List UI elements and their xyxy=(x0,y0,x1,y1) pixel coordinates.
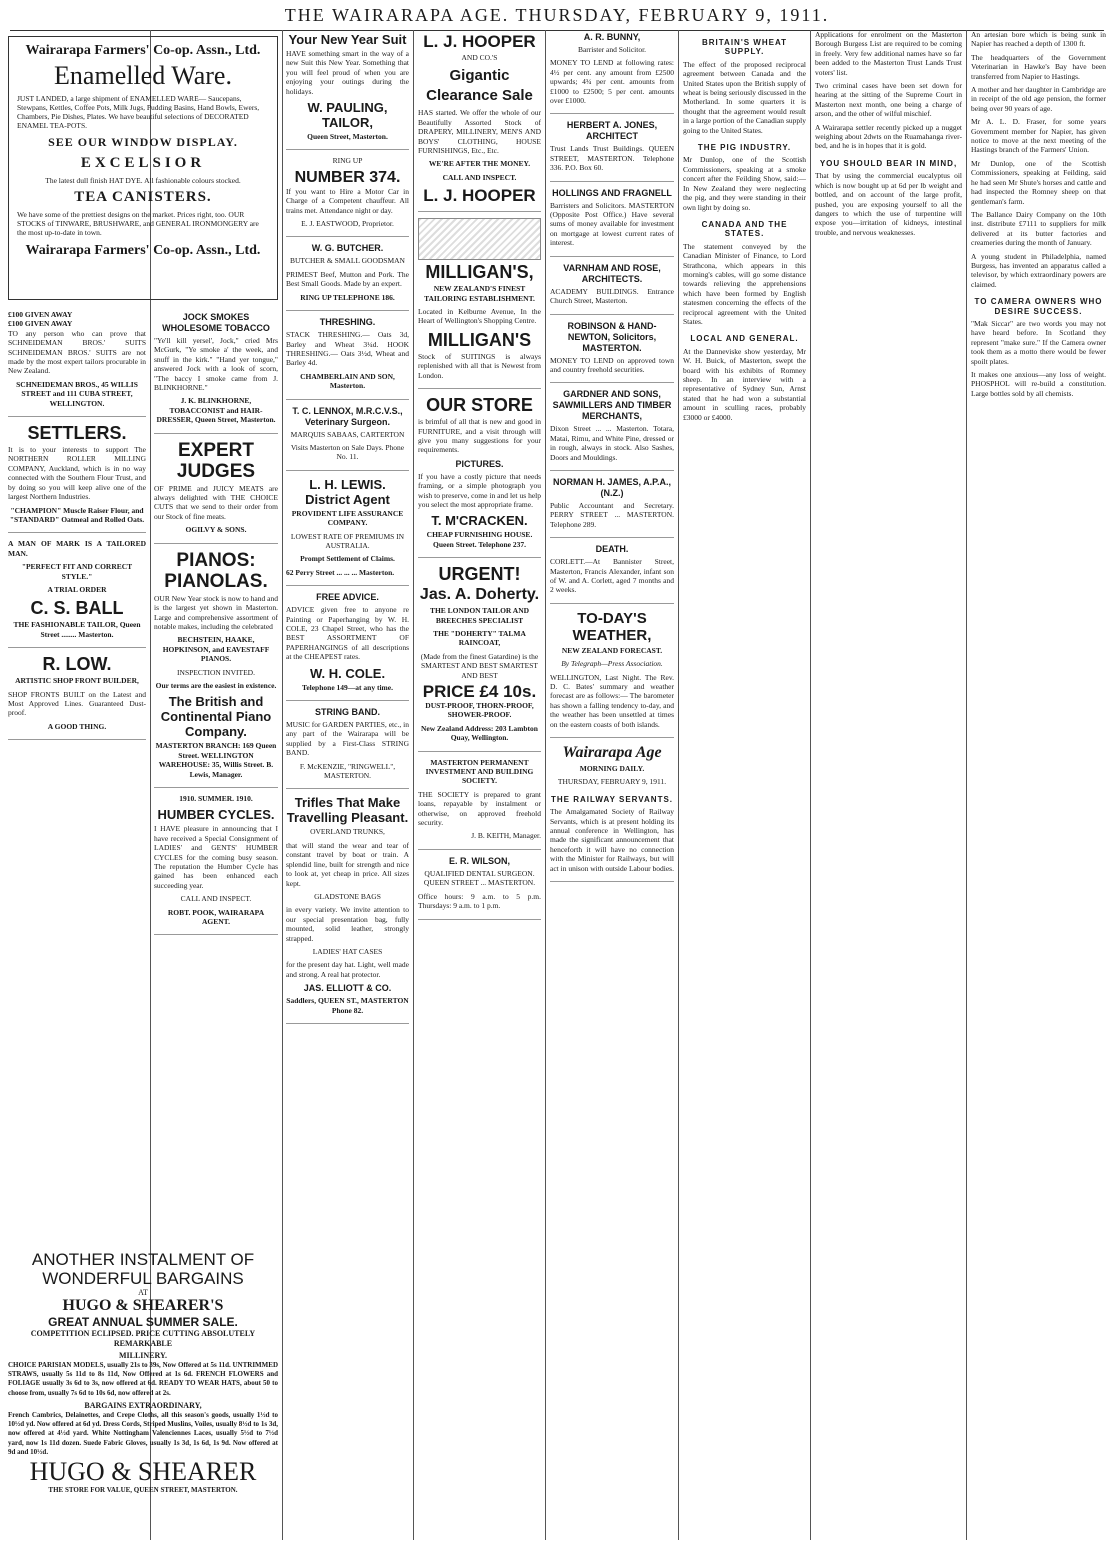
r-low-heading: R. LOW. xyxy=(42,654,112,675)
settlers-ad xyxy=(8,423,146,533)
new-year-text: HAVE something smart in the way of a new Suit this New Year. Something that you will feel proud of when you are enjoying your outings during the holidays. xyxy=(286,49,409,96)
r-low-sub: ARTISTIC SHOP FRONT BUILDER, xyxy=(15,676,139,686)
call-inspect: CALL AND INSPECT. xyxy=(442,172,517,182)
new-year-heading: Your New Year Suit xyxy=(288,32,407,47)
bargains-heading: BARGAINS EXTRAORDINARY, xyxy=(84,1401,202,1411)
settlers-text: It is to your interests to support The NORTHERN ROLLER MILLING COMPANY, Auckland, which is in no way connected with the Southern Flour Trust, and by doing so you will keep alive one of the largest Northern Industries. xyxy=(8,445,146,502)
wilson-sub: QUALIFIED DENTAL SURGEON. QUEEN STREET ... MASTERTON. xyxy=(423,868,536,888)
string-band-ad xyxy=(286,707,409,789)
james-text: Public Accountant and Secretary. PERRY STREET ... MASTERTON. Telephone 289. xyxy=(550,500,674,529)
instalment-heading: ANOTHER INSTALMENT OF WONDERFUL BARGAINS xyxy=(31,1250,255,1288)
mckenzie-name: F. McKENZIE, "RINGWELL", MASTERTON. xyxy=(299,761,396,781)
doherty-ad xyxy=(418,564,541,751)
telegraph-line: By Telegraph—Press Association. xyxy=(561,659,663,669)
canada-text: The statement conveyed by the Canadian Minister of Finance, to Lord Strathcona, which appears in this morning's cables, will go some distance towards relieving the apprehensions which have been formed by English statesmen concerning the effects of the reciprocal agreement with the United States. xyxy=(683,241,806,326)
news-paragraph: A Wairarapa settler recently picked up a nugget weighing about 2dwts on the Ruamahanga river-bed, and he is in hopes that it is gold. xyxy=(815,122,962,151)
expert-judges-heading: EXPERT JUDGES xyxy=(176,439,256,482)
pig-text: Mr Dunlop, one of the Scottish Commissioners, speaking at a smoke concert after the Feilding Show, said:— In New Zealand they were neglecting the pig, and they were standing in their own light by doing so. xyxy=(683,155,806,212)
robinson-text: MONEY TO LEND on approved town and country freehold securities. xyxy=(550,355,674,374)
schneideman-name: SCHNEIDEMAN BROS., 45 WILLIS STREET and 111 CUBA STREET, WELLINGTON. xyxy=(16,379,138,408)
jock-heading: JOCK SMOKES WHOLESOME TOBACCO xyxy=(162,312,270,333)
camera-text: "Mak Siccar" are two words you may not have heard before. In Scotland they represent "make sure." If the Camera owner took them as a motto there would be fewer spoilt plates. xyxy=(971,318,1106,366)
masthead: THE WAIRARAPA AGE. THURSDAY, FEBRUARY 9, 1911. xyxy=(284,5,830,25)
free-advice-heading: FREE ADVICE. xyxy=(316,592,379,603)
butcher-name: W. G. BUTCHER. xyxy=(311,243,384,254)
lewis-ad xyxy=(286,477,409,586)
elliott-name: JAS. ELLIOTT & CO. xyxy=(303,983,392,994)
hugo-shearer-ad xyxy=(8,1250,278,1540)
pauling-name: W. PAULING, TAILOR, xyxy=(307,100,388,131)
dustproof-text: DUST-PROOF, THORN-PROOF, SHOWER-PROOF. xyxy=(425,701,534,720)
pianos-ad xyxy=(154,550,278,788)
jock-ad xyxy=(154,312,278,434)
column-divider xyxy=(966,30,967,1540)
butcher-text: PRIMEST Beef, Mutton and Pork. The Best Small Goods. Made by an expert. xyxy=(286,269,409,289)
number-heading: NUMBER 374. xyxy=(294,168,401,186)
settlers-heading: SETTLERS. xyxy=(27,423,127,444)
cole-name: W. H. COLE. xyxy=(309,665,386,681)
our-store-heading: OUR STORE xyxy=(426,395,533,416)
canisters-heading: TEA CANISTERS. xyxy=(74,189,212,205)
news-paragraph: A mother and her daughter in Cambridge are in receipt of the old age pension, the former being over 90 years of age. xyxy=(971,85,1106,113)
trifles-heading: Trifles That Make Travelling Pleasant. xyxy=(286,795,409,826)
column-8 xyxy=(971,30,1106,1540)
gardner-ad xyxy=(550,389,674,471)
hugo-shearer-big: HUGO & SHEARER xyxy=(29,1456,257,1486)
news-paragraph: Mr Dunlop, one of the Scottish Commissioners, speaking at Feilding, said he had seen Mr Shute's horses and cattle and had inspected the Romney sheep on that gentleman's farm. xyxy=(971,158,1106,206)
summer-years: 1910. SUMMER. 1910. xyxy=(179,793,253,803)
pook-name: ROBT. POOK, WAIRARAPA AGENT. xyxy=(167,907,265,927)
varnham-name: VARNHAM AND ROSE, ARCHITECTS. xyxy=(563,262,661,284)
farmers-name: Wairarapa Farmers' Co-op. Assn., Ltd. xyxy=(25,43,261,58)
chamberlain-name: CHAMBERLAIN AND SON, Masterton. xyxy=(300,371,395,391)
phosphol-text: It makes one anxious—any loss of weight. PHOSPHOL will re-build a constitution. Large bottles sold by all chemists. xyxy=(971,370,1106,398)
gladstone-text: in every variety. We invite attention to our special presentation bag, fully mounted, solid leather, strongly strapped. xyxy=(286,905,409,943)
bunny-sub: Barrister and Solicitor. xyxy=(577,45,647,54)
our-store-text: is brimful of all that is new and good in FURNITURE, and a visit through will give you many suggestions for your requirements. xyxy=(418,417,541,455)
hollings-ad xyxy=(550,188,674,257)
claims-text: Prompt Settlement of Claims. xyxy=(300,554,395,564)
bear-in-mind-text: That by using the commercial eucalyptus oil which is now bought up at 6d per lb weight and bottled, and on account of the large profit, pushed, you are exposing yourself to all the dangers to which the use of turpentine will expose you—irritation of kidneys, intestinal trouble, and nervous weaknesses. xyxy=(815,171,962,237)
eclipsed-text: COMPETITION ECLIPSED. PRICE CUTTING ABSOLUTELY REMARKABLE xyxy=(30,1329,256,1348)
canada-heading: CANADA AND THE STATES. xyxy=(701,219,788,239)
after-money: WE'RE AFTER THE MONEY. xyxy=(428,159,531,169)
weather-section xyxy=(550,610,674,738)
humber-text: I HAVE pleasure in announcing that I have received a Special Consignment of LADIES' and GENTS' HUMBER CYCLES for the coming busy season. The reputation the Humber Cycle has gained has been enhanced each succeeding year. xyxy=(154,824,278,890)
bear-in-mind-heading: YOU SHOULD BEAR IN MIND, xyxy=(819,158,958,168)
news-paragraph: A young student in Philadelphia, named Burgess, has invented an apparatus called a televisor, by which extraordinary powers are claimed. xyxy=(971,251,1106,289)
death-text: CORLETT.—At Bannister Street, Masterton, Francis Alexander, infant son of W. and A. Corlett, aged 7 months and 2 weeks. xyxy=(550,557,674,595)
robinson-name: ROBINSON & HAND-NEWTON, Solicitors, MASTERTON. xyxy=(567,320,657,353)
news-paragraph: Mr A. L. D. Fraser, for some years Government member for Napier, has given notice to move at the next meeting of the Hastings branch of the Farmers' Union. xyxy=(971,117,1106,155)
eastwood-name: E. J. EASTWOOD, Proprietor. xyxy=(301,219,394,229)
humber-ad xyxy=(154,794,278,935)
lennox-ad xyxy=(286,406,409,471)
column-divider xyxy=(545,30,546,1540)
number-text: If you want to Hire a Motor Car in Charge of a Competent chauffeur. All trains met. Attendance night or day. xyxy=(286,186,409,215)
doherty-sub: THE LONDON TAILOR AND BREECHES SPECIALIST xyxy=(429,606,530,625)
column-divider xyxy=(282,30,283,1540)
man-of-mark: A MAN OF MARK IS A TAILORED MAN. xyxy=(8,539,146,558)
threshing-heading: THRESHING. xyxy=(319,317,376,328)
lewis-name: L. H. LEWIS. District Agent xyxy=(305,476,390,507)
schneideman-ad xyxy=(8,310,146,417)
farmers-name-footer: Wairarapa Farmers' Co-op. Assn., Ltd. xyxy=(25,243,261,258)
terms-text: Our terms are the easiest in existence. xyxy=(155,680,277,690)
hooper-heading: L. J. HOOPER xyxy=(423,32,536,51)
gardner-text: Dixon Street ... ... Masterton. Totara, Matai, Rimu, and White Pine, dressed or in rough, always in stock. Also Sashes, Doors and Mouldings. xyxy=(550,424,674,462)
elliott-sub: Saddlers, QUEEN ST., MASTERTON Phone 82. xyxy=(286,996,409,1015)
jones-ad xyxy=(550,120,674,181)
james-ad xyxy=(550,477,674,538)
schneideman-text: TO any person who can prove that SCHNEIDEMAN BROS.' SUITS SCHNEIDEMAN BROS.' SUITS are not made by the most expert tailors procurable in New Zealand. xyxy=(8,328,146,376)
raincoat-heading: THE "DOHERTY" TALMA RAINCOAT, xyxy=(433,628,526,648)
editorial-section xyxy=(550,744,674,882)
pianos-heading: PIANOS: PIANOLAS. xyxy=(164,549,268,592)
lennox-text: Visits Masterton on Sale Days. Phone No. 11. xyxy=(290,442,405,462)
nz-forecast: NEW ZEALAND FORECAST. xyxy=(561,645,663,655)
r-low-text: SHOP FRONTS BUILT on the Latest and Most Approved Lines. Guaranteed Dust-proof. xyxy=(8,689,146,718)
band-text: MUSIC for GARDEN PARTIES, etc., in any part of the Wairarapa will be supplied by a First-Class STRING BAND. xyxy=(286,720,409,758)
given-away-line: £100 GIVEN AWAY xyxy=(8,319,73,329)
expert-judges-text: OF PRIME and JUICY MEATS are always delighted with THE CHOICE CUTS that we send to their order from our Stock of fine meats. xyxy=(154,483,278,521)
bargains-text: French Cambrics, Delainettes, and Crepe Cloths, all this season's goods, usually 1½d to 10½d yd. Now offered at 6d yd. Dress Cords, Striped Muslins, Voiles, usually 8½d to 1s 3d, now offered at 4½d yard. White Nottingham Valenciennes Laces, usually 5½d to 7½d yard, now 1s 11d dozen. Suede Fabric Gloves, usually 1s 3d, 1s 6d, 1s 9d. Now offered at 9d and 10½d. xyxy=(8,1410,278,1457)
morning-daily: MORNING DAILY. xyxy=(579,764,645,774)
gladstone-heading: GLADSTONE BAGS xyxy=(314,891,381,901)
farmers-ad-column xyxy=(8,36,278,306)
pig-heading: THE PIG INDUSTRY. xyxy=(697,143,792,153)
jones-text: Trust Lands Trust Buildings. QUEEN STREET, MASTERTON. Telephone 336. P.O. Box 60. xyxy=(550,144,674,173)
ring-up-ad xyxy=(286,156,409,237)
mpi-ad xyxy=(418,758,541,850)
pictures-heading: PICTURES. xyxy=(455,458,504,469)
ladies-hat-heading: LADIES' HAT CASES xyxy=(312,946,383,956)
butcher-ad xyxy=(286,243,409,311)
news-paragraph: An artesian bore which is being sunk in Napier has reached a depth of 1300 ft. xyxy=(971,30,1106,49)
milligans-heading-2: MILLIGAN'S xyxy=(427,329,532,350)
camera-heading: TO CAMERA OWNERS WHO DESIRE SUCCESS. xyxy=(974,297,1103,316)
canisters-text: We have some of the prettiest designs on the market. Prices right, too. OUR STOCKS of TINWARE, BRUSHWARE, and GENERAL IRONMONGERY are the most up-to-date in town. xyxy=(17,210,259,237)
milligans-heading: MILLIGAN'S, xyxy=(425,262,534,283)
varnham-text: ACADEMY BUILDINGS. Entrance Church Street, Masterton. xyxy=(550,286,674,306)
cole-text: ADVICE given free to anyone re Painting or Paperhanging by W. H. COLE, 23 Chapel Street, who has the BEST ASSORTMENT OF PAPERHANGINGS of all descriptions at the CHEAPEST rates. xyxy=(286,605,409,662)
lennox-name: T. C. LENNOX, M.R.C.V.S., Veterinary Surgeon. xyxy=(292,405,403,427)
trunks-text: that will stand the wear and tear of constant travel by boat or train. A splendid line, built for strength and nice to look at, yet cheap in price. All sizes kept. xyxy=(286,840,409,888)
humber-heading: HUMBER CYCLES. xyxy=(157,807,275,823)
hollings-text: Barristers and Solicitors. MASTERTON (Opposite Post Office.) Have several sums of money available for investment on mortgage at lowest current rates of interest. xyxy=(550,200,674,248)
cole-phone: Telephone 149—at any time. xyxy=(302,682,393,692)
trial-order: A TRIAL ORDER xyxy=(47,584,107,594)
elliott-ad xyxy=(286,795,409,1024)
varnham-ad xyxy=(550,263,674,315)
ladies-hat-text: for the present day hat. Light, well made and strong. A real hat protector. xyxy=(286,960,409,979)
new-year-suit-ad xyxy=(286,32,409,150)
piano-makers: BECHSTEIN, HAAKE, HOPKINSON, and EAVESTAFF PIANOS. xyxy=(162,635,270,664)
james-name: NORMAN H. JAMES, A.P.A., (N.Z.) xyxy=(552,476,671,498)
window-display: SEE OUR WINDOW DISPLAY. xyxy=(48,135,238,149)
butcher-sub: BUTCHER & SMALL GOODSMAN xyxy=(290,256,405,266)
wilson-name: E. R. WILSON, xyxy=(448,855,510,866)
r-low-ad xyxy=(8,654,146,740)
farmers-advertisement xyxy=(8,36,278,300)
lennox-sub: MARQUIS SABAAS, CARTERTON xyxy=(290,429,405,439)
hat-dye-text: The latest dull finish HAT DYE. All fashionable colours stocked. xyxy=(45,176,241,185)
railway-heading: THE RAILWAY SERVANTS. xyxy=(550,794,674,804)
mccracken-sub: CHEAP FURNISHING HOUSE. Queen Street. Telephone 237. xyxy=(426,530,533,549)
good-thing: A GOOD THING. xyxy=(47,721,107,731)
jock-text: "Ye'll kill yersel', Jock," cried Mrs McGurk, "Ye smoke a' the week, and snuff in the kirk." "Hand yer tongue," answered Jock with a look of scorn, "The baccy I smoke came from J. BLINKHORNE." xyxy=(154,336,278,393)
editorial-date: THURSDAY, FEBRUARY 9, 1911. xyxy=(557,777,667,787)
cs-ball-heading: C. S. BALL xyxy=(30,598,124,619)
millinery-heading: MILLINERY. xyxy=(118,1351,168,1361)
perfect-fit: "PERFECT FIT AND CORRECT STYLE." xyxy=(21,562,133,581)
mpi-text: THE SOCIETY is prepared to grant loans, repayable by instalment or otherwise, on approved freehold security. xyxy=(418,789,541,828)
milligans-text: Located in Kelburne Avenue, In the Heart of Wellington's Shopping Centre. xyxy=(418,307,541,326)
column-6 xyxy=(683,30,806,1540)
inspection-text: INSPECTION INVITED. xyxy=(177,667,255,677)
gardner-name: GARDNER AND SONS, SAWMILLERS AND TIMBER MERCHANTS, xyxy=(552,389,672,422)
raincoat-text: (Made from the finest Gatardine) is the SMARTEST AND BEST SMARTEST AND BEST xyxy=(420,651,539,680)
given-away-line: £100 GIVEN AWAY xyxy=(8,310,73,319)
column-2 xyxy=(154,310,278,1245)
pauling-sub: Queen Street, Masterton. xyxy=(307,132,388,142)
weather-heading: TO-DAY'S WEATHER, xyxy=(572,609,652,644)
champion-text: "CHAMPION" Muscle Raiser Flour, and "STANDARD" Oatmeal and Rolled Oats. xyxy=(9,505,145,524)
threshing-text: STACK THRESHING.— Oats 3d, Barley and Wheat 3¼d. HOOK THRESHING.— Oats 3½d, Wheat and Barley 4d. xyxy=(286,330,409,368)
perry-address: 62 Perry Street ... ... ... Masterton. xyxy=(286,567,395,577)
news-paragraph: Two criminal cases have been set down for hearing at the sitting of the Supreme Court in Masterton next month, one being a charge of arson, and the other of wilful mischief. xyxy=(815,81,962,119)
blinkhorne-name: J. K. BLINKHORNE, TOBACCONIST and HAIR-DRESSER, Queen Street, Masterton. xyxy=(156,396,276,425)
railway-text: The Amalgamated Society of Railway Servants, which is at present holding its annual conference in Wellington, has made the significant announcement that henceforth it will have no connection with the Minister for Railways, but will act in unison with outside Labour bodies. xyxy=(550,807,674,873)
jones-name: HERBERT A. JONES, ARCHITECT xyxy=(566,120,658,142)
hugo-shearer-footer: THE STORE FOR VALUE, QUEEN STREET, MASTERTON. xyxy=(48,1485,238,1494)
nz-address: New Zealand Address: 203 Lambton Quay, Wellington. xyxy=(421,723,538,743)
enamelled-heading: Enamelled Ware. xyxy=(54,61,232,90)
excelsior-heading: EXCELSIOR xyxy=(80,155,206,171)
butcher-ring: RING UP TELEPHONE 186. xyxy=(300,292,395,302)
cole-ad xyxy=(286,592,409,701)
keith-name: J. B. KEITH, Manager. xyxy=(471,831,541,841)
robinson-ad xyxy=(550,321,674,384)
tailor-ad xyxy=(8,539,146,648)
call-inspect: CALL AND INSPECT. xyxy=(180,894,252,904)
news-paragraph: The Ballance Dairy Company on the 10th inst. distribute £7111 to suppliers for milk delivered at its butter factories and creameries during the month of January. xyxy=(971,209,1106,248)
column-divider xyxy=(810,30,811,1540)
wheat-text: The effect of the proposed reciprocal agreement between Canada and the United States upon the British supply of wheat is being seriously discussed in the Motherland. In some quarters it is thought that the agreement would result in a large portion of the Canadian supply going to the United States. xyxy=(683,59,806,135)
news-paragraph: The headquarters of the Government Veterinarian in Hawke's Bay have been transferred from Napier to Hastings. xyxy=(971,52,1106,81)
hooper-text: HAS started. We offer the whole of our Beautifully Assorted Stock of DRAPERY, MILLINERY, MEN'S AND BOYS' CLOTHING, HOUSE FURNISHINGS, Etc., Etc. xyxy=(418,108,541,156)
wilson-ad xyxy=(418,856,541,920)
weather-text: WELLINGTON, Last Night. The Rev. D. C. Bates' summary and weather forecast are as follows:— The barometer has shown a falling tendency to-day, and the weather has been unsettled at times on the eastern coasts of both islands. xyxy=(550,672,674,729)
our-store-ad xyxy=(418,395,541,558)
expert-judges-ad xyxy=(154,440,278,544)
urgent-heading: URGENT! xyxy=(438,564,521,585)
hollings-name: HOLLINGS AND FRAGNELL xyxy=(552,187,672,198)
ring-up-label: RING UP xyxy=(332,156,363,166)
provident-name: PROVIDENT LIFE ASSURANCE COMPANY. xyxy=(291,508,404,528)
pianos-text: OUR New Year stock is now to hand and is the largest yet shown in Masterton. Large and comprehensive assortment of notable makes, including the celebrated xyxy=(154,593,278,631)
at-text: AT xyxy=(138,1288,148,1297)
cs-ball-sub: THE FASHIONABLE TAILOR, Queen Street ........ Masterton. xyxy=(13,620,141,639)
pictures-text: If you have a costly picture that needs framing, or a simple photograph you wish to preserve, come in and let us help you select the most appropriate frame. xyxy=(418,471,541,509)
bunny-text: MONEY TO LEND at following rates: 4½ per cent. any amount from £2500 upwards; 4¾ per cent. amounts from £1000 to £2500; 5 per cent. amounts over £1000. xyxy=(550,58,674,106)
mccracken-name: T. M'CRACKEN. xyxy=(431,513,528,529)
hooper-co: AND CO.'S xyxy=(461,53,498,62)
column-4 xyxy=(418,30,541,1540)
hooper-heading-2: L. J. HOOPER xyxy=(423,186,536,206)
local-text: At the Danneviske show yesterday, Mr W. H. Buick, of Masterton, swept the board with his exhibits of Romney sheep. In an interview with a representative of Sydney Sun, Arnst stated that he had won a substantial amount in sculling races, probably £3000 or £4000. xyxy=(683,346,806,422)
column-divider xyxy=(678,30,679,1540)
wilson-text: Office hours: 9 a.m. to 5 p.m. Thursdays: 9 a.m. to 1 p.m. xyxy=(418,891,541,911)
tailor-illustration xyxy=(418,218,541,260)
local-heading: LOCAL AND GENERAL. xyxy=(690,334,799,344)
trunks-heading: OVERLAND TRUNKS, xyxy=(310,827,385,837)
wheat-heading: BRITAIN'S WHEAT SUPPLY. xyxy=(701,38,788,57)
bunny-ad xyxy=(550,32,674,114)
milligans-ad xyxy=(418,218,541,389)
ogilvy-name: OGILVY & SONS. xyxy=(185,525,247,535)
british-piano-sub: MASTERTON BRANCH: 169 Queen Street. WELLINGTON WAREHOUSE: 35, Willis Street. B. Lewis, Manager. xyxy=(155,741,277,779)
column-divider xyxy=(413,30,414,1540)
premiums-text: LOWEST RATE OF PREMIUMS IN AUSTRALIA. xyxy=(290,531,405,550)
column-7 xyxy=(815,30,962,1540)
hugo-shearer-heading: HUGO & SHEARER'S xyxy=(62,1297,224,1315)
column-3 xyxy=(286,30,409,1540)
age-masthead: Wairarapa Age xyxy=(562,744,662,762)
column-5 xyxy=(550,30,674,1540)
threshing-ad xyxy=(286,317,409,399)
price-heading: PRICE £4 10s. xyxy=(422,682,537,701)
summer-sale-heading: GREAT ANNUAL SUMMER SALE. xyxy=(48,1315,238,1330)
enamelled-text: JUST LANDED, a large shipment of ENAMELLED WARE— Saucepans, Stewpans, Kettles, Coffee Pots, Milk Jugs, Pudding Basins, Hand Bowls, Ewers, Chambers, Pie Dishes, Plates. We have beautiful selections of DECORATED ENAMEL TEA-POTS. xyxy=(17,94,260,130)
string-band-heading: STRING BAND. xyxy=(315,707,380,718)
british-piano-heading: The British and Continental Piano Company. xyxy=(160,694,272,740)
mpi-heading: MASTERTON PERMANENT INVESTMENT AND BUILDING SOCIETY. xyxy=(425,757,534,786)
death-heading: DEATH. xyxy=(595,544,629,555)
news-paragraph: Applications for enrolment on the Masterton Borough Burgess List are required to be coming in freely. Very few additional names have so far been added to the Masterton Trust Lands Trust voters' list. xyxy=(815,30,962,77)
death-notice xyxy=(550,544,674,604)
bunny-name: A. R. BUNNY, xyxy=(583,32,641,42)
millinery-text: CHOICE PARISIAN MODELS, usually 21s to 39s, Now Offered at 5s 11d. UNTRIMMED STRAWS, usually 5s 11d to 8s 11d, Now Offered at 1s 6d. FRENCH FLOWERS and FOLIAGE usually 3s 6d to 3s, now offered at 6d. READY TO WEAR HATS, about 50 to choose from, usually 7s 6d to 10s 6d, now offered at 2s. xyxy=(8,1360,278,1397)
doherty-name: Jas. A. Doherty. xyxy=(419,586,540,604)
clearance-heading: Gigantic Clearance Sale xyxy=(426,67,533,105)
milligans-sub: NEW ZEALAND'S FINEST TAILORING ESTABLISHMENT. xyxy=(424,284,535,303)
hooper-ad xyxy=(418,32,541,212)
milligans-text-2: Stock of SUITINGS is always replenished with all that is Newest from London. xyxy=(418,351,541,380)
